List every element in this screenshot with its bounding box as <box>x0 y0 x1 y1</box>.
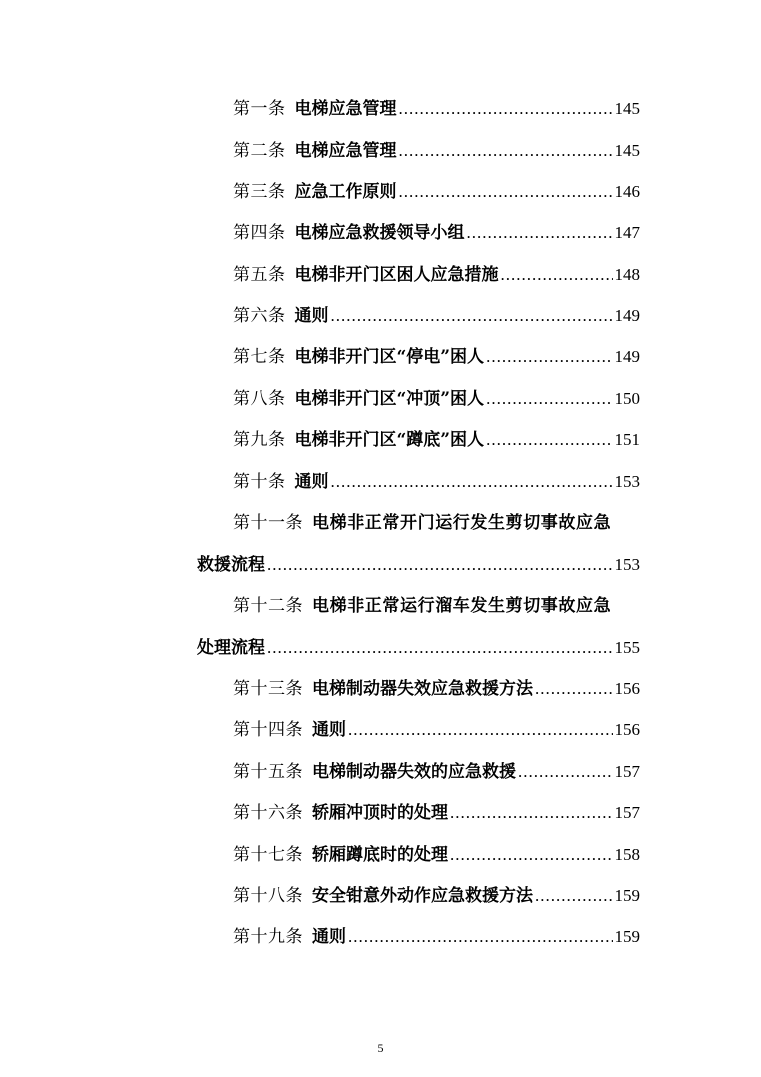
dot-leader <box>486 345 612 369</box>
toc-title: 安全钳意外动作应急救援方法 <box>312 886 533 906</box>
toc-title-continuation: 处理流程 <box>197 638 265 658</box>
dot-leader <box>399 139 613 163</box>
page-number: 5 <box>377 1041 384 1055</box>
dot-leader <box>399 97 613 121</box>
toc-article-number: 第九条 <box>233 430 286 450</box>
toc-title-continuation: 救援流程 <box>197 555 265 575</box>
toc-article-number: 第五条 <box>233 265 286 285</box>
toc-title: 电梯应急救援领导小组 <box>294 223 465 243</box>
toc-entry[interactable] <box>233 718 640 742</box>
toc-title: 电梯非正常运行溜车发生剪切事故应急 <box>312 596 612 616</box>
toc-page-number: 151 <box>614 430 640 449</box>
toc-article-number: 第八条 <box>233 389 286 409</box>
toc-article-number: 第十八条 <box>233 886 303 906</box>
dot-leader <box>486 428 612 452</box>
toc-entry[interactable] <box>233 884 640 908</box>
toc-page-number: 146 <box>614 182 640 201</box>
toc-page-number: 149 <box>614 306 640 325</box>
toc-entry[interactable] <box>233 387 640 411</box>
toc-article-number: 第十六条 <box>233 803 303 823</box>
dot-leader <box>501 263 613 287</box>
dot-leader <box>399 180 613 204</box>
toc-title: 电梯非开门区“停电”困人 <box>294 347 485 367</box>
toc-article-number: 第一条 <box>233 99 286 119</box>
toc-entry[interactable] <box>233 470 640 494</box>
toc-title: 通则 <box>312 927 346 947</box>
toc-entry[interactable] <box>233 801 640 825</box>
toc-entry-first-line[interactable] <box>233 511 653 535</box>
toc-entry[interactable] <box>233 263 640 287</box>
dot-leader <box>535 677 613 701</box>
toc-entry-continuation[interactable] <box>197 553 640 577</box>
dot-leader <box>348 925 613 949</box>
toc-page-number: 150 <box>614 389 640 408</box>
toc-entry[interactable] <box>233 139 640 163</box>
toc-entry[interactable] <box>233 180 640 204</box>
toc-title: 电梯应急管理 <box>294 99 397 119</box>
toc-title: 电梯制动器失效的应急救援 <box>312 762 516 782</box>
dot-leader <box>535 884 613 908</box>
toc-entry[interactable] <box>233 925 640 949</box>
toc-title: 应急工作原则 <box>294 182 397 202</box>
toc-page-number: 156 <box>614 679 640 698</box>
dot-leader <box>267 636 613 660</box>
toc-entry[interactable] <box>233 221 640 245</box>
dot-leader <box>518 760 613 784</box>
toc-title: 通则 <box>294 306 329 326</box>
toc-page-number: 147 <box>614 223 640 242</box>
toc-article-number: 第十九条 <box>233 927 303 947</box>
toc-article-number: 第六条 <box>233 306 286 326</box>
toc-page-number: 153 <box>614 555 640 574</box>
toc-entry[interactable] <box>233 677 640 701</box>
toc-entry[interactable] <box>233 304 640 328</box>
toc-article-number: 第十五条 <box>233 762 303 782</box>
toc-title: 电梯非正常开门运行发生剪切事故应急 <box>312 513 612 533</box>
toc-title: 电梯应急管理 <box>294 141 397 161</box>
toc-entry[interactable] <box>233 97 640 121</box>
toc-entry[interactable] <box>233 428 640 452</box>
toc-article-number: 第十二条 <box>233 596 303 616</box>
toc-title: 轿厢冲顶时的处理 <box>312 803 448 823</box>
toc-page-number: 157 <box>614 762 640 781</box>
toc-page-number: 145 <box>614 141 640 160</box>
toc-title: 通则 <box>312 720 346 740</box>
toc-title: 电梯非开门区“蹲底”困人 <box>294 430 485 450</box>
toc-article-number: 第四条 <box>233 223 286 243</box>
toc-page-number: 153 <box>614 472 640 491</box>
toc-title: 轿厢蹲底时的处理 <box>312 845 448 865</box>
toc-title: 电梯非开门区“冲顶”困人 <box>294 389 485 409</box>
toc-article-number: 第十条 <box>233 472 286 492</box>
toc-title: 通则 <box>294 472 329 492</box>
dot-leader <box>331 304 613 328</box>
toc-entry[interactable] <box>233 843 640 867</box>
toc-article-number: 第十四条 <box>233 720 303 740</box>
dot-leader <box>467 221 613 245</box>
toc-page-number: 159 <box>614 927 640 946</box>
dot-leader <box>267 553 613 577</box>
toc-page-number: 159 <box>614 886 640 905</box>
toc-entry-first-line[interactable] <box>233 594 653 618</box>
dot-leader <box>348 718 613 742</box>
dot-leader <box>450 801 613 825</box>
toc-article-number: 第十三条 <box>233 679 303 699</box>
toc-article-number: 第七条 <box>233 347 286 367</box>
toc-title: 电梯制动器失效应急救援方法 <box>312 679 533 699</box>
toc-entry-continuation[interactable] <box>197 636 640 660</box>
toc-page-number: 157 <box>614 803 640 822</box>
toc-page-number: 149 <box>614 347 640 366</box>
toc-page-number: 145 <box>614 99 640 118</box>
toc-page-number: 158 <box>614 845 640 864</box>
toc-page-number: 156 <box>614 720 640 739</box>
dot-leader <box>486 387 612 411</box>
toc-article-number: 第二条 <box>233 141 286 161</box>
dot-leader <box>331 470 613 494</box>
toc-entry[interactable] <box>233 760 640 784</box>
dot-leader <box>450 843 613 867</box>
toc-entry[interactable] <box>233 345 640 369</box>
toc-article-number: 第十七条 <box>233 845 303 865</box>
toc-title: 电梯非开门区困人应急措施 <box>294 265 499 285</box>
toc-page-number: 148 <box>614 265 640 284</box>
toc-page-number: 155 <box>614 638 640 657</box>
toc-article-number: 第三条 <box>233 182 286 202</box>
toc-article-number: 第十一条 <box>233 513 303 533</box>
